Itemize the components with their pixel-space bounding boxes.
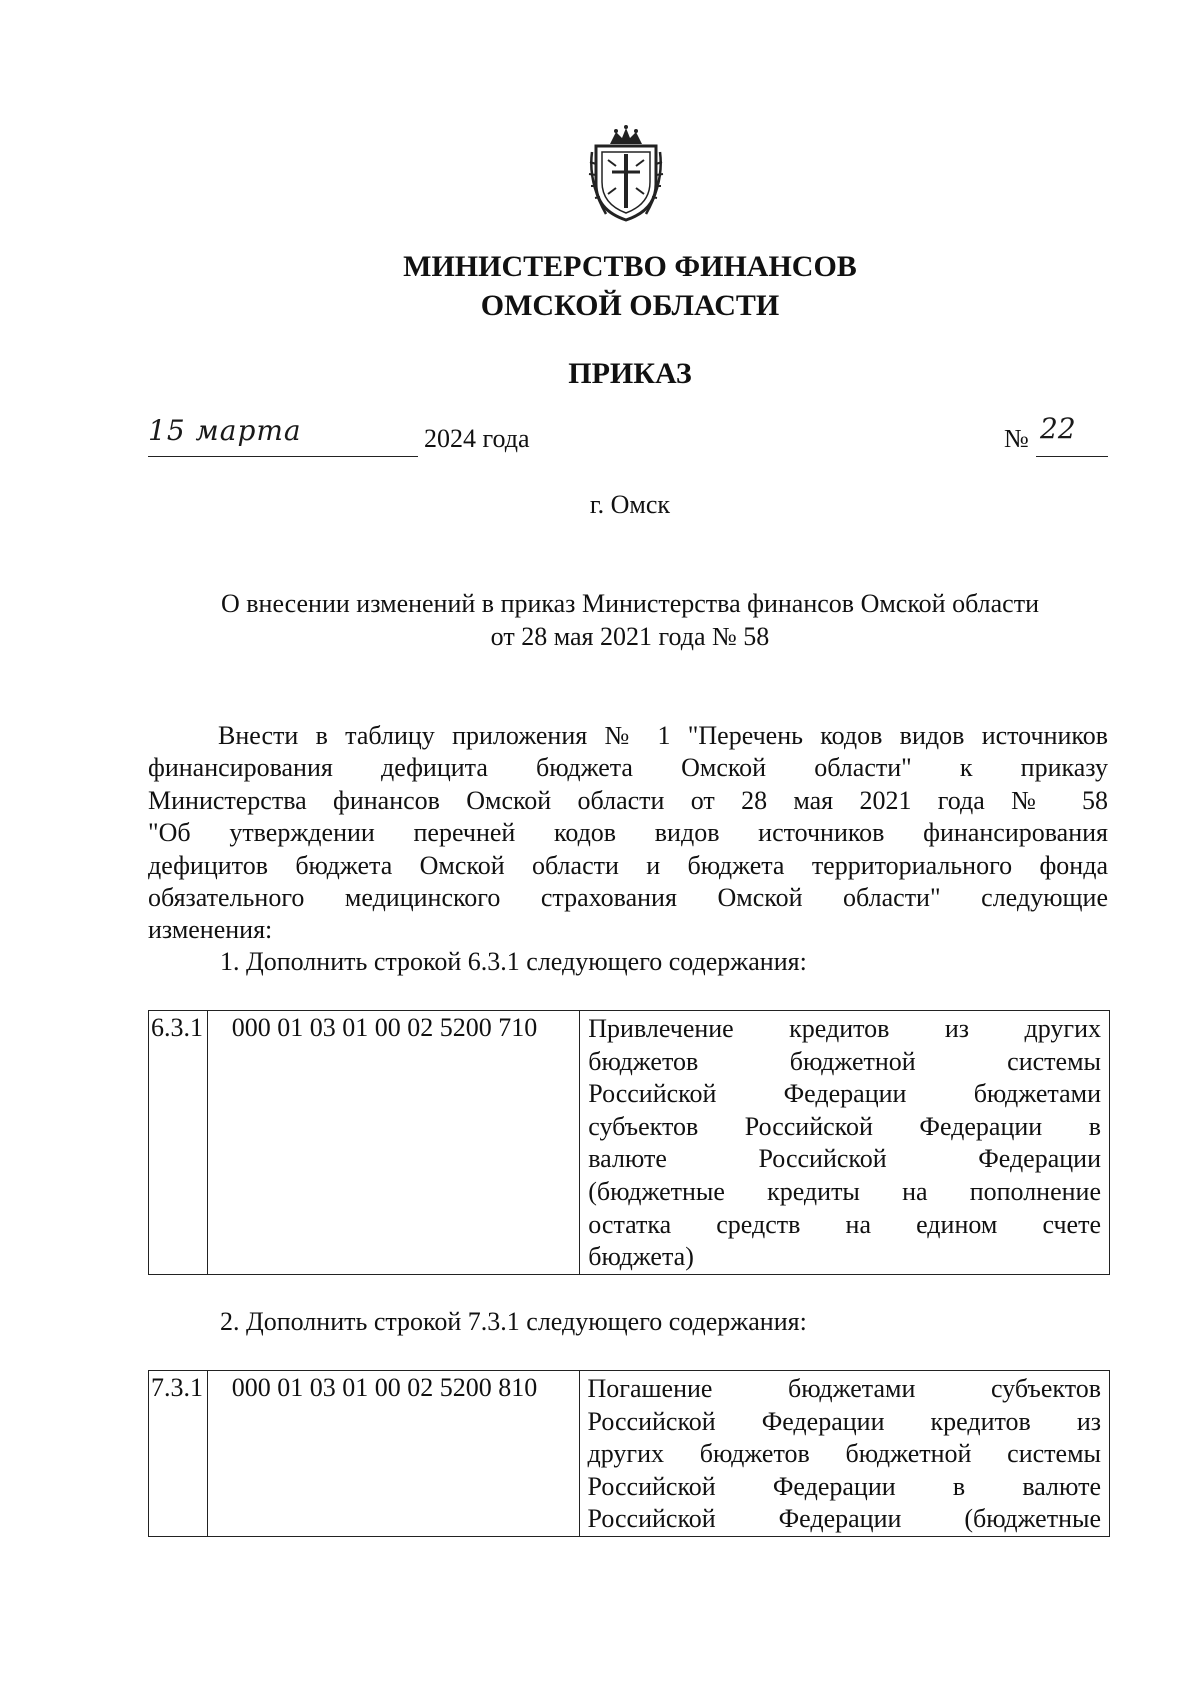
date-handwritten: 15 марта — [148, 414, 302, 447]
table-row-7-3-1 — [148, 1370, 1110, 1537]
date-year: 2024 года — [424, 424, 530, 453]
ministry-title-line2: ОМСКОЙ ОБЛАСТИ — [480, 289, 780, 322]
description-line: Российской Федерации (бюджетные — [587, 1504, 1101, 1534]
number-underline — [1036, 456, 1108, 457]
body-line: финансирования дефицита бюджета Омской области" к приказу — [148, 753, 1108, 782]
description-line: бюджета) — [588, 1242, 694, 1272]
row-number: 7.3.1 — [149, 1371, 208, 1537]
description-line: субъектов Российской Федерации в — [588, 1111, 1101, 1141]
description-line: Российской Федерации кредитов из — [587, 1406, 1101, 1436]
ministry-title-line1: МИНИСТЕРСТВО ФИНАНСОВ — [403, 250, 857, 283]
description-line: (бюджетные кредиты на пополнение — [588, 1176, 1101, 1206]
row-description — [580, 1011, 1110, 1275]
body-line: Внести в таблицу приложения № 1 "Перечень кодов видов источников — [218, 721, 1108, 750]
list-item-1-label: 1. Дополнить строкой 6.3.1 следующего содержания: — [220, 947, 807, 976]
table-row-6-3-1 — [148, 1010, 1110, 1275]
description-line: Погашение бюджетами субъектов — [587, 1374, 1101, 1403]
body-line: Министерства финансов Омской области от 28 мая 2021 года № 58 — [148, 786, 1108, 815]
list-item-2-label: 2. Дополнить строкой 7.3.1 следующего содержания: — [220, 1307, 807, 1336]
body-line: дефицитов бюджета Омской области и бюджета территориального фонда — [148, 851, 1108, 880]
row-code-cell — [207, 1371, 579, 1537]
description-line: других бюджетов бюджетной системы — [587, 1439, 1101, 1469]
description-line: Российской Федерации бюджетами — [588, 1079, 1101, 1109]
body-line: обязательного медицинского страхования Омской области" следующие — [148, 883, 1108, 912]
city: г. Омск — [589, 490, 671, 519]
row-code-cell — [207, 1011, 579, 1275]
body-line: "Об утверждении перечней кодов видов источников финансирования — [148, 818, 1108, 847]
number-sign: № — [1004, 424, 1029, 453]
coat-of-arms-icon — [586, 122, 666, 222]
row-code: 000 01 03 01 00 02 5200 710 — [231, 1013, 538, 1042]
row-code: 000 01 03 01 00 02 5200 810 — [231, 1373, 538, 1402]
number-handwritten: 22 — [1040, 412, 1076, 445]
subject-line2: от 28 мая 2021 года № 58 — [490, 622, 770, 651]
row-description — [579, 1371, 1109, 1537]
document-type: ПРИКАЗ — [568, 357, 692, 390]
body-line: изменения: — [148, 915, 273, 944]
description-line: Российской Федерации в валюте — [587, 1471, 1101, 1501]
row-number: 6.3.1 — [149, 1011, 208, 1275]
subject-line1: О внесении изменений в приказ Министерства финансов Омской области — [221, 589, 1039, 618]
description-line: бюджетов бюджетной системы — [588, 1046, 1101, 1076]
description-line: валюте Российской Федерации — [588, 1144, 1101, 1174]
description-line: остатка средств на едином счете — [588, 1209, 1101, 1239]
description-line: Привлечение кредитов из других — [588, 1014, 1101, 1043]
date-underline — [148, 456, 418, 457]
